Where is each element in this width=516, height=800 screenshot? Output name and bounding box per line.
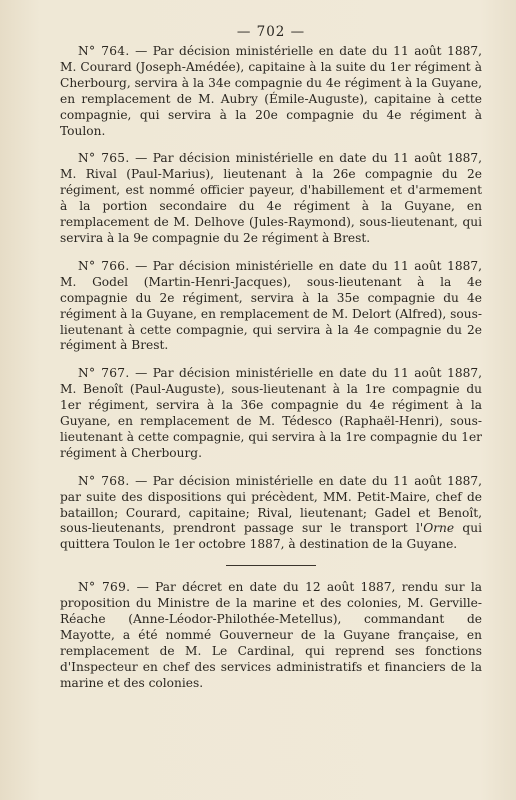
entry-765: [60, 151, 482, 246]
entry-text: — Par décision ministérielle en date du 11 août 1887, M. Godel (Martin-Henri-Jacques), sous-lieutenant à la 4e compagnie du 2e régiment, servira à la 35e compagnie du 4e régiment à la Guyane, en remplacement de M. Delort (Alfred), sous-lieutenant à cette compagnie, qui servira à la 4e compagnie du 2e régiment à Brest.: [60, 258, 482, 353]
page-number: — 702 —: [236, 24, 306, 40]
ship-name: Orne: [423, 521, 455, 536]
entry-number: N° 767.: [78, 366, 130, 381]
entry-768: [60, 474, 482, 554]
entry-764: [60, 44, 482, 139]
entry-text: — Par décision ministérielle en date du 11 août 1887, M. Benoît (Paul-Auguste), sous-lieutenant à la 1re compagnie du 1er régiment, servira à la 36e compagnie du 4e régiment à la Guyane, en remplacement de M. Tédesco (Raphaël-Henri), sous-lieutenant à cette compagnie, qui servira à la 1re compagnie du 1er régiment à Cherbourg.: [60, 366, 482, 460]
entry-767: [60, 366, 482, 461]
entry-text: — Par décision ministérielle en date du 11 août 1887, M. Courard (Joseph-Amédée), capitaine à la suite du 1er régiment à Cherbourg, servira à la 34e compagnie du 4e régiment à la Guyane, en remplacement de M. Aubry (Émile-Auguste), capitaine à cette compagnie, qui servira à la 20e compagnie du 4e régiment à Toulon.: [60, 44, 482, 138]
entry-text: — Par décision ministérielle en date du 11 août 1887, M. Rival (Paul-Marius), lieutenant à la 26e compagnie du 2e régiment, est nommé officier payeur, d'habillement et d'armement à la portion secondaire du 4e régiment à la Guyane, en remplacement de M. Delhove (Jules-Raymond), sous-lieutenant, qui servira à la 9e compagnie du 2e régiment à Brest.: [60, 151, 482, 245]
entry-number: N° 768.: [78, 473, 130, 488]
entry-number: N° 766.: [78, 258, 130, 273]
entry-text-after: qui quittera Toulon le 1er octobre 1887, à destination de la Guyane.: [60, 521, 482, 552]
entry-number: N° 765.: [78, 151, 130, 166]
entry-number: N° 769.: [78, 580, 131, 595]
entry-text: — Par décret en date du 12 août 1887, rendu sur la proposition du Ministre de la marine et des colonies, M. Gerville-Réache (Anne-Léodor-Philothée-Metellus), commandant de Mayotte, a été nommé Gouverneur de la Guyane française, en remplacement de M. Le Cardinal, qui reprend ses fonctions d'Inspecteur en chef des services administratifs et financiers de la marine et des colonies.: [60, 580, 482, 690]
section-divider: [226, 565, 316, 566]
entry-text-before: — Par décision ministérielle en date du 11 août 1887, par suite des dispositions qui précèdent, MM. Petit-Maire, chef de bataillon; Courard, capitaine; Rival, lieutenant; Gadel et Benoît, sous-lieutenants, prendront passage sur le transport l': [60, 473, 482, 536]
entry-769: [60, 580, 482, 691]
entry-766: [60, 259, 482, 354]
entry-number: N° 764.: [78, 44, 130, 58]
